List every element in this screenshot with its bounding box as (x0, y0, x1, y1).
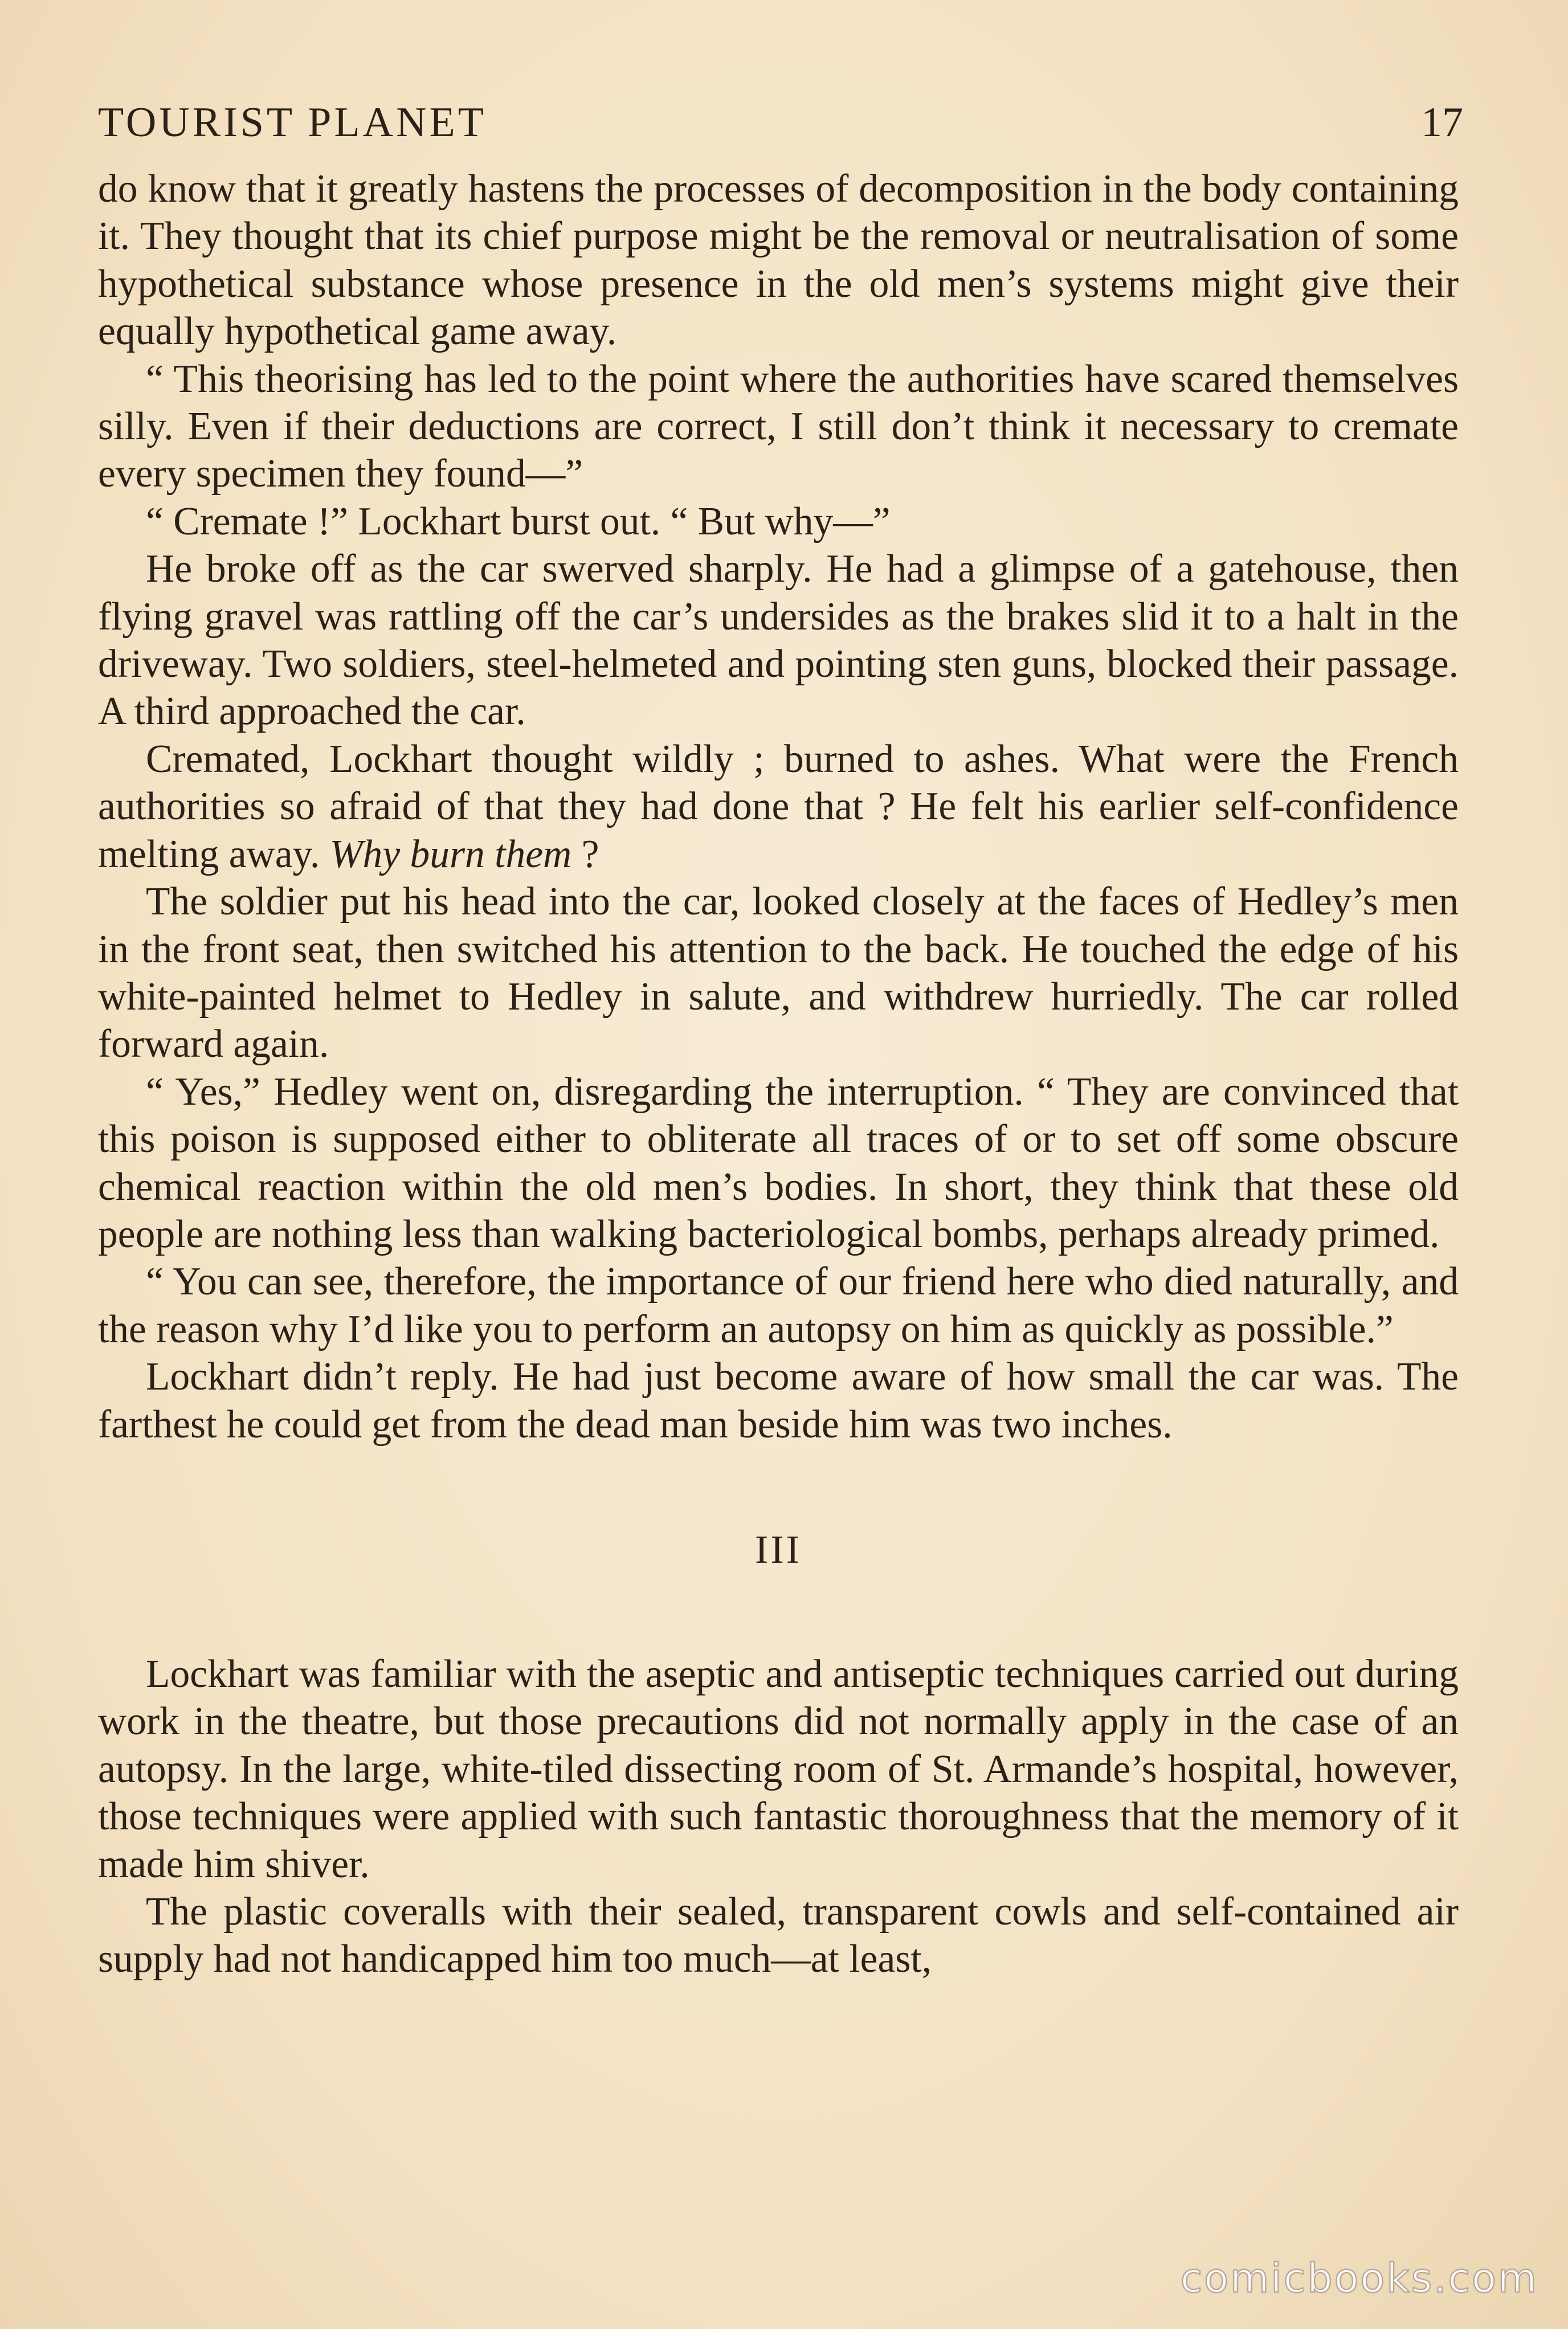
paragraph-9-text: Lockhart didn’t reply. He had just become aware of how small the car was. The farthest he could get from the dead man beside him was two inches. (98, 1355, 1459, 1447)
book-page (98, 97, 1463, 1983)
watermark-logo: comicbooks.com (1180, 2255, 1538, 2302)
running-head: TOURIST PLANET (98, 99, 487, 146)
paragraph-5-end: ? (571, 832, 599, 876)
paragraph-2 (98, 356, 1459, 498)
paragraph-6 (98, 878, 1459, 1068)
paragraph-8 (98, 1258, 1459, 1353)
section-paragraph-2 (98, 1888, 1459, 1983)
paragraph-1-text: do know that it greatly hastens the processes of decomposition in the body containing it. They thought that its chief purpose might be the removal or neutralisation of some hypothetical substance whose presence in the old men’s systems might give their equally hypothetical game away. (98, 167, 1459, 354)
page-number: 17 (1421, 99, 1463, 146)
paragraph-3 (98, 498, 1459, 545)
paragraph-1 (98, 165, 1459, 356)
paragraph-5-text: Cremated, Lockhart thought wildly ; burned to ashes. What were the French authorities so afraid of that they had done that ? He felt his earlier self-confidence melting away. (98, 737, 1459, 876)
paragraph-2-text: “ This theorising has led to the point where the authorities have scared themselves silly. Even if their deductions are correct, I still don’t think it necessary to cremate every specimen they found—” (98, 357, 1459, 496)
paragraph-7 (98, 1068, 1459, 1259)
page-header (98, 97, 1463, 165)
paragraph-4-text: He broke off as the car swerved sharply. He had a glimpse of a gatehouse, then flying gravel was rattling off the car’s undersides as the brakes slid it to a halt in the driveway. Two soldiers, steel-helmeted and pointing sten guns, blocked their passage. A third approached the car. (98, 547, 1459, 734)
paragraph-5-italic-phrase: Why burn them (329, 832, 572, 876)
paragraph-8-text: “ You can see, therefore, the importance of our friend here who died naturally, and the reason why I’d like you to perform an autopsy on him as quickly as possible.” (98, 1260, 1459, 1351)
paragraph-7-text: “ Yes,” Hedley went on, disregarding the interruption. “ They are convinced that this poison is supposed either to obliterate all traces of or to set off some obscure chemical reaction within the old men’s bodies. In short, they think that these old people are nothing less than walking bacteriological bombs, perhaps already primed. (98, 1069, 1459, 1256)
paragraph-9 (98, 1353, 1459, 1448)
paragraph-5 (98, 736, 1459, 878)
section-paragraph-1 (98, 1650, 1459, 1888)
paragraph-3-text: “ Cremate !” Lockhart burst out. “ But why—” (146, 499, 891, 544)
body-text (98, 165, 1459, 1983)
section-paragraph-1-text: Lockhart was familiar with the aseptic and antiseptic techniques carried out during work in the theatre, but those precautions did not normally apply in the case of an autopsy. In the large, white-tiled dissecting room of St. Armande’s hospital, however, those techniques were applied with such fantastic thoroughness that the memory of it made him shiver. (98, 1652, 1459, 1886)
section-heading: III (755, 1527, 802, 1572)
paragraph-6-text: The soldier put his head into the car, looked closely at the faces of Hedley’s men in the front seat, then switched his attention to the back. He touched the edge of his white-painted helmet to Hedley in salute, and withdrew hurriedly. The car rolled forward again. (98, 880, 1459, 1067)
section-paragraph-2-text: The plastic coveralls with their sealed, transparent cowls and self-contained air supply had not handicapped him too much—at least, (98, 1890, 1459, 1981)
paragraph-4 (98, 545, 1459, 736)
